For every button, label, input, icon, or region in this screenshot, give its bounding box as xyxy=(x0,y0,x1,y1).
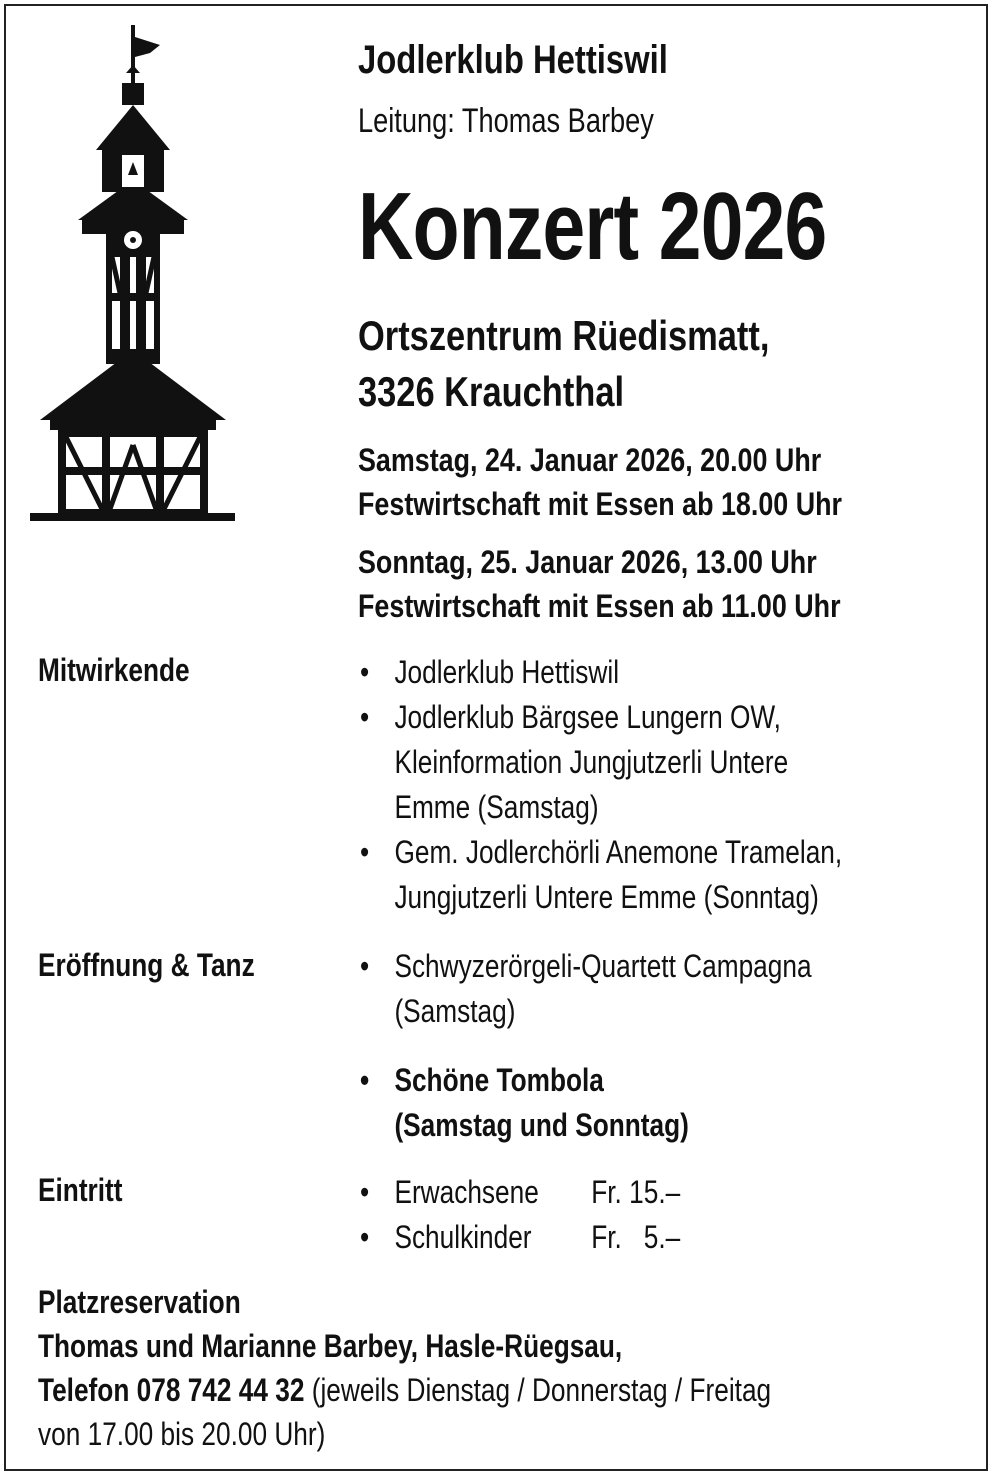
reservation-heading: Platzreservation xyxy=(38,1284,241,1320)
schedule-date: Samstag, 24. Januar 2026, 20.00 Uhr xyxy=(358,442,822,478)
venue-line: 3326 Krauchthal xyxy=(358,368,625,415)
schedule-saturday xyxy=(358,438,842,526)
price-value: Fr. 5.– xyxy=(591,1219,681,1255)
list-item xyxy=(360,695,788,830)
reservation-contact: Thomas und Marianne Barbey, Hasle-Rüegsau, xyxy=(38,1328,623,1364)
bullet: • xyxy=(360,1174,370,1210)
reservation-hours: von 17.00 bis 20.00 Uhr) xyxy=(38,1416,326,1452)
list-item xyxy=(360,944,812,1034)
bullet: • xyxy=(360,654,370,690)
price-row xyxy=(360,1170,680,1215)
price-name: Schulkinder xyxy=(394,1219,532,1255)
list-item xyxy=(360,830,842,920)
bullet: • xyxy=(360,1062,370,1098)
bullet: • xyxy=(360,948,370,984)
schedule-food: Festwirtschaft mit Essen ab 18.00 Uhr xyxy=(358,486,843,522)
venue-line: Ortszentrum Rüedismatt, xyxy=(358,312,770,359)
list-item-text: (Samstag) xyxy=(394,993,516,1029)
schedule-date: Sonntag, 25. Januar 2026, 13.00 Uhr xyxy=(358,544,817,580)
list-item-text: Emme (Samstag) xyxy=(394,789,599,825)
schedule-sunday xyxy=(358,540,841,628)
price-value: Fr. 15.– xyxy=(591,1174,681,1210)
list-item-text: Jodlerklub Hettiswil xyxy=(394,654,620,690)
section-label-eintritt: Eintritt xyxy=(38,1172,123,1208)
page-title: Konzert 2026 xyxy=(358,173,827,280)
venue xyxy=(358,308,769,420)
tombola-text: Schöne Tombola xyxy=(394,1062,604,1098)
list-item-text: Kleinformation Jungjutzerli Untere xyxy=(394,744,789,780)
reservation xyxy=(38,1280,771,1456)
list-item xyxy=(360,650,619,695)
section-label-mitwirkende: Mitwirkende xyxy=(38,652,190,688)
schedule-food: Festwirtschaft mit Essen ab 11.00 Uhr xyxy=(358,588,841,624)
list-item-text: Jodlerklub Bärgsee Lungern OW, xyxy=(394,699,781,735)
reservation-hours: (jeweils Dienstag / Donnerstag / Freitag xyxy=(304,1372,772,1408)
bullet: • xyxy=(360,1219,370,1255)
tombola-text: (Samstag und Sonntag) xyxy=(394,1107,689,1143)
conductor: Leitung: Thomas Barbey xyxy=(358,102,654,140)
price-row xyxy=(360,1215,680,1260)
bullet: • xyxy=(360,699,370,735)
price-name: Erwachsene xyxy=(394,1174,539,1210)
bullet: • xyxy=(360,834,370,870)
church-tower-icon xyxy=(30,25,235,525)
club-name: Jodlerklub Hettiswil xyxy=(358,38,668,82)
price-list xyxy=(360,1170,680,1260)
reservation-phone: Telefon 078 742 44 32 xyxy=(38,1372,305,1408)
tombola xyxy=(360,1058,689,1148)
section-label-eroeffnung: Eröffnung & Tanz xyxy=(38,947,255,983)
list-item-text: Gem. Jodlerchörli Anemone Tramelan, xyxy=(394,834,843,870)
list-item-text: Jungjutzerli Untere Emme (Sonntag) xyxy=(394,879,819,915)
list-item-text: Schwyzerörgeli-Quartett Campagna xyxy=(394,948,812,984)
